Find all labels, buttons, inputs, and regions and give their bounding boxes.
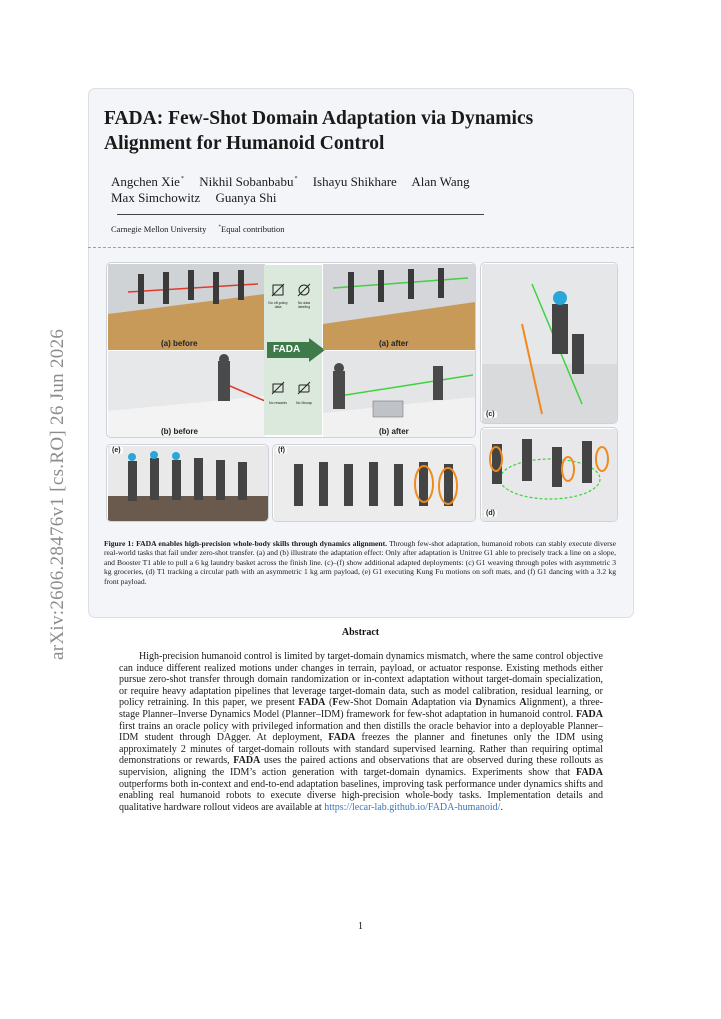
photo-b-before: [108, 351, 265, 437]
figure-1: [106, 262, 618, 526]
figure-panel-d: [480, 427, 618, 522]
label-b-after: (b) after: [379, 427, 409, 436]
figure-panel-ab: [106, 262, 476, 438]
project-link[interactable]: https://lecar-lab.github.io/FADA-humanoid/: [324, 801, 501, 813]
fada-arrow-label: FADA: [273, 344, 301, 355]
label-e: (e): [112, 447, 121, 454]
figure-panel-e: [106, 444, 269, 522]
photo-f: [274, 446, 476, 522]
photo-b-after: [323, 351, 475, 437]
author: Angchen Xie*: [111, 174, 184, 189]
no-labeling-icon: [297, 283, 311, 297]
figure-panel-f: [272, 444, 476, 522]
icon-label-no-off-policy: No off-policy data: [268, 301, 288, 309]
photo-d: [482, 429, 618, 522]
arxiv-stamp: [22, 300, 68, 660]
paper-title: FADA: Few-Shot Domain Adaptation via Dynamics Alignment for Humanoid Control: [104, 108, 534, 154]
no-rewards-icon: [271, 381, 285, 395]
author: Guanya Shi: [215, 190, 277, 205]
affiliation: Carnegie Mellon University: [111, 224, 207, 234]
label-b-before: (b) before: [161, 427, 198, 436]
figure-caption: Figure 1: FADA enables high-precision whole-body skills through dynamics alignment. Through few-shot adaptation, humanoid robots can stably execute diverse real-world tasks that fail under zero-shot transfer. (a) and (b) illustrate the adaptation effect: Only after adaptation is Unitree G1 able to precisely track a line on a slope, and Booster T1 able to pull a 6 kg laundry basket across the finish line. (c)–(f) show additional adapted deployments: (c) G1 weaving through poles with asymmetric 3 kg groceries, (d) T1 tracking a circular path with an asymmetric 1 kg arm payload, (e) G1 executing Kung Fu motions on soft mats, and (f) G1 dancing with a 3.2 kg front payload.: [104, 539, 616, 586]
label-f: (f): [278, 447, 285, 454]
icon-label-no-mocap: No Mocap: [296, 401, 312, 405]
photo-c: [482, 264, 618, 424]
label-a-after: (a) after: [379, 339, 409, 348]
author-list: [111, 171, 591, 206]
label-c: (c): [486, 411, 495, 418]
author: Alan Wang: [411, 174, 470, 189]
author-divider: [117, 214, 484, 215]
abstract-heading: Abstract: [341, 627, 380, 638]
affiliation-line: [111, 224, 285, 234]
abstract-body: High-precision humanoid control is limited by target-domain dynamics mismatch, where the same control objective can induce different realized motions under changes in terrain, payload, or actuator response. Existing methods either pursue zero-shot transfer through domain randomization or in-context adaptation without target-domain specialization, or require heavy adaptation pipelines that leverage target-domain data, such as model calibration, residual learning, or policy retraining. In this paper, we present FADA (Few-Shot Domain Adaptation via Dynamics Alignment), a three-stage Planner–Inverse Dynamics Model (Planner–IDM) framework for few-shot adaptation in humanoid control. FADA first trains an oracle policy with privileged information and then distills the oracle behavior into a deployable Planner–IDM student through DAgger. At deployment, FADA freezes the planner and finetunes only the IDM using approximately 2 minutes of target-domain rollouts with standard supervised learning. Rather than requiring optimal demonstrations or rewards, FADA uses the paired actions and observations that are observed during these rollouts as supervision, aligning the IDM’s action generation with target-domain dynamics. Experiments show that FADA outperforms both in-context and end-to-end adaptation baselines, improving task performance under dynamics shifts and enabling real humanoid robots to execute diverse high-precision whole-body tasks. Implementation details and qualitative hardware rollout videos are available at https://lecar-lab.github.io/FADA-humanoid/.: [119, 651, 603, 813]
arxiv-stamp-text: arXiv:2606.28476v1 [cs.RO] 26 Jun 2026: [47, 328, 68, 660]
author: Ishayu Shikhare: [312, 174, 397, 189]
figure-panel-c: [480, 262, 618, 424]
page-number: 1: [358, 921, 363, 932]
no-off-policy-icon: [271, 283, 285, 297]
no-mocap-icon: [297, 381, 311, 395]
dashed-separator: [88, 247, 634, 248]
photo-a-after: [323, 264, 475, 350]
author: Nikhil Sobanbabu*: [199, 174, 298, 189]
label-a-before: (a) before: [161, 339, 198, 348]
equal-contribution-note: *Equal contribution: [218, 224, 285, 234]
label-d: (d): [486, 510, 495, 517]
icon-label-no-rewards: No rewards: [269, 401, 287, 405]
icon-label-no-labeling: No data labeling: [297, 301, 311, 309]
photo-a-before: [108, 264, 265, 350]
photo-e: [108, 446, 269, 522]
author: Max Simchowitz: [111, 190, 201, 205]
